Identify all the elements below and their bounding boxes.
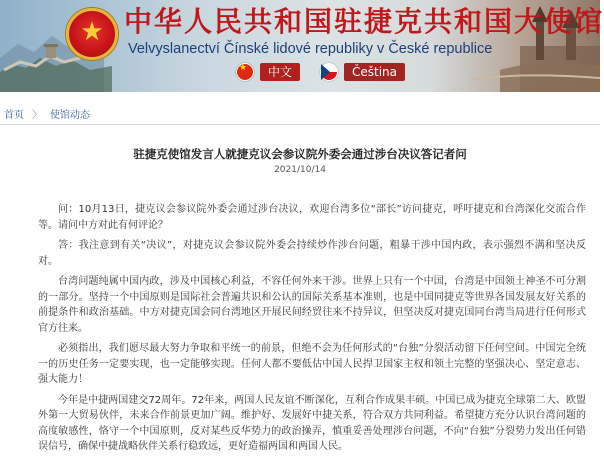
article-title: 驻捷克使馆发言人就捷克议会参议院外委会通过涉台决议答记者问 [133, 147, 467, 161]
article-date: 2021/10/14 [274, 165, 326, 175]
site-title-czech: Velvyslanectví Čínské lidové republiky v České republice [128, 41, 493, 57]
breadcrumb [0, 104, 600, 122]
breadcrumb-separator: 〉 [32, 109, 42, 121]
article-paragraph: 今年是中捷两国建交72周年。72年来，两国人民友谊不断深化，互利合作成果丰硕。中国已成为捷克全球第二大、欧盟外第一大贸易伙伴，未来合作前景更加广阔。维护好、发展好中捷关系，符合双方共同利益。希望捷方充分认识台湾问题的高度敏感性，恪守一个中国原则，反对某些反华势力的政治操弄，慎重妥善处理涉台问题，不向“台独”分裂势力发出任何错误信号，确保中捷战略伙伴关系行稳致远，更好造福两国和两国人民。 [38, 394, 586, 452]
star-icon: ★ [80, 17, 104, 48]
czech-flag-icon [320, 63, 338, 81]
article-paragraph: 必须指出，我们愿尽最大努力争取和平统一的前景，但绝不会为任何形式的“台独”分裂活动留下任何空间。中国完全统一的历史任务一定要实现，也一定能够实现。任何人都不要低估中国人民捍卫国家主权和领土完整的坚强决心、坚定意志、强大能力！ [38, 343, 586, 385]
site-title-chinese: 中华人民共和国驻捷克共和国大使馆 [124, 5, 604, 38]
language-chinese-label: 中文 [260, 63, 300, 81]
article-paragraph: 问：10月13日，捷克议会参议院外委会通过涉台决议，欢迎台湾多位“部长”访问捷克，呼吁捷克和台湾深化交流合作等。请问中方对此有何评论？ [38, 204, 586, 231]
language-czech-label: Čeština [344, 63, 405, 81]
national-emblem-icon [66, 8, 118, 60]
breadcrumb-section-link[interactable]: 使馆动态 [50, 109, 90, 121]
china-flag-icon: ★ [236, 63, 254, 81]
article-paragraph: 答：我注意到有关“决议”，对捷克议会参议院外委会持续炒作涉台问题，粗暴干涉中国内政，表示强烈不满和坚决反对。 [38, 240, 586, 267]
breadcrumb-divider [0, 124, 600, 125]
breadcrumb-home-link[interactable]: 首页 [4, 109, 24, 121]
article-body [38, 202, 586, 460]
header-banner [0, 0, 604, 92]
language-czech-button[interactable] [320, 62, 405, 82]
article-paragraph: 台湾问题纯属中国内政，涉及中国核心利益，不容任何外来干涉。世界上只有一个中国，台湾是中国领土神圣不可分割的一部分。坚持一个中国原则是国际社会普遍共识和公认的国际关系基本准则，也是中国同捷克等世界各国发展友好关系的前提条件和政治基础。中方对捷克国会同台湾地区开展民间经贸往来不持异议，但坚决反对捷克国同台湾当局进行任何形式官方往来。 [38, 276, 586, 334]
language-chinese-button[interactable] [236, 62, 300, 82]
